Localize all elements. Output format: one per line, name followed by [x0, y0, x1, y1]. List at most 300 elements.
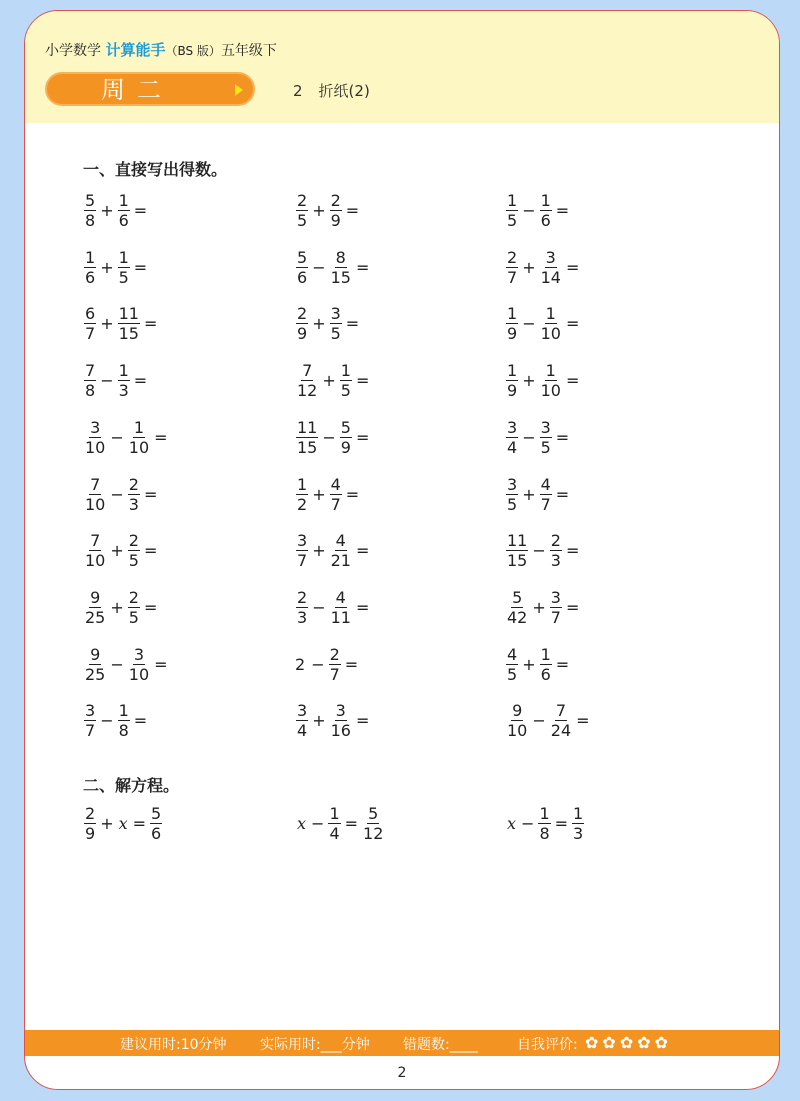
numerator: 4: [330, 474, 341, 494]
operator: −: [311, 654, 325, 674]
denominator: 3: [297, 607, 308, 627]
equals-sign: =: [154, 427, 168, 447]
fraction-b: [128, 475, 140, 514]
equals-sign: =: [355, 711, 370, 731]
arithmetic-problem: [295, 191, 362, 230]
denominator: 8: [539, 824, 550, 843]
equals-sign: =: [132, 814, 147, 833]
equals-sign: =: [565, 541, 580, 561]
numerator: 1: [573, 804, 584, 823]
fraction-a: [506, 588, 528, 627]
numerator: 2: [128, 531, 139, 551]
operator: −: [522, 201, 536, 220]
equals-sign: =: [344, 654, 359, 674]
fraction-b: [330, 248, 352, 287]
numerator: 3: [297, 701, 308, 721]
flower-star-icon[interactable]: ✿: [585, 1033, 599, 1052]
operator: +: [100, 314, 114, 334]
denominator: 9: [507, 381, 518, 401]
arithmetic-problem: [83, 248, 150, 287]
variable-x: x: [297, 814, 307, 833]
worksheet-page: [24, 10, 780, 1090]
flower-star-icon[interactable]: ✿: [637, 1033, 651, 1052]
fraction-a: [84, 248, 96, 287]
fraction-b: [550, 701, 572, 740]
numerator: 2: [297, 304, 308, 324]
variable-x: x: [507, 814, 517, 833]
lesson-title: 折纸(2): [318, 82, 370, 100]
fraction-b: [118, 248, 130, 287]
numerator: 2: [128, 474, 139, 494]
fraction-a: [506, 701, 528, 740]
numerator: 11: [507, 531, 528, 551]
numerator: 2: [550, 531, 561, 551]
equals-sign: =: [133, 711, 148, 731]
fraction-rhs: [150, 804, 162, 843]
operator: −: [322, 427, 336, 447]
flower-star-icon[interactable]: ✿: [654, 1033, 669, 1052]
numerator: 3: [550, 587, 561, 607]
denominator: 7: [329, 664, 340, 684]
denominator: 3: [128, 494, 139, 514]
equals-sign: =: [143, 484, 158, 504]
numerator: 7: [90, 474, 101, 494]
fraction: [84, 804, 96, 843]
denominator: 7: [85, 721, 96, 741]
arithmetic-problem: [83, 475, 160, 514]
denominator: 10: [85, 494, 106, 514]
numerator: 3: [507, 474, 518, 494]
numerator: 5: [368, 804, 379, 823]
denominator: 8: [85, 381, 96, 401]
denominator: 25: [85, 607, 106, 627]
fraction-a: [506, 418, 518, 457]
equals-sign: =: [345, 201, 360, 220]
fraction-b: [128, 645, 150, 684]
denominator: 6: [85, 267, 96, 287]
operator: +: [522, 654, 536, 674]
arithmetic-problem: [505, 191, 572, 230]
fraction-b: [330, 304, 342, 343]
numerator: 1: [507, 304, 518, 324]
fraction-b: [330, 191, 342, 230]
denominator: 10: [128, 664, 150, 684]
arithmetic-problem: [83, 701, 150, 740]
fraction-b: [540, 475, 552, 514]
operator: +: [312, 541, 326, 561]
equals-sign: =: [565, 371, 580, 391]
book-edition: （BS 版）: [165, 44, 221, 58]
numerator: 5: [297, 247, 308, 267]
numerator: 1: [539, 804, 550, 823]
equals-sign: =: [555, 654, 570, 674]
fraction-a: [296, 248, 308, 287]
equals-sign: =: [555, 201, 570, 220]
denominator: 21: [330, 551, 351, 571]
operator: +: [312, 314, 326, 334]
fraction-rhs: [362, 804, 384, 843]
equals-sign: =: [355, 541, 370, 561]
suggested-time: 建议用时:10分钟: [120, 1037, 227, 1053]
fraction-a: [84, 361, 96, 400]
numerator: 11: [118, 304, 139, 324]
numerator: 2: [329, 644, 340, 664]
denominator: 5: [297, 211, 308, 230]
operator: +: [522, 371, 536, 391]
denominator: 5: [118, 267, 129, 287]
footer-bar: [25, 1030, 779, 1056]
arithmetic-problem: [83, 361, 150, 400]
fraction-a: [296, 701, 308, 740]
denominator: 5: [128, 551, 139, 571]
denominator: 24: [550, 721, 572, 741]
fraction-a: [84, 304, 96, 343]
operator: +: [312, 484, 326, 504]
fraction-a: [506, 191, 518, 230]
arithmetic-problem: [83, 645, 171, 684]
equals-sign: =: [355, 257, 370, 277]
denominator: 9: [330, 211, 341, 230]
equals-sign: =: [355, 597, 370, 617]
fraction-b: [330, 588, 352, 627]
numerator: 4: [540, 474, 551, 494]
operator: +: [322, 371, 336, 391]
header-band: [25, 11, 779, 123]
numerator: 3: [335, 701, 346, 721]
operator: +: [532, 597, 546, 617]
equals-sign: =: [555, 427, 570, 447]
denominator: 2: [297, 494, 308, 514]
fraction-b: [330, 475, 342, 514]
rating-stars[interactable]: [585, 1034, 668, 1052]
denominator: 15: [507, 551, 528, 571]
fraction-b: [540, 191, 552, 230]
numerator: 1: [118, 191, 129, 210]
denominator: 5: [540, 437, 551, 457]
denominator: 4: [297, 721, 308, 741]
equals-sign: =: [565, 597, 580, 617]
denominator: 5: [128, 607, 139, 627]
equals-sign: =: [133, 371, 148, 391]
denominator: 3: [118, 381, 129, 401]
numerator: 1: [540, 191, 551, 210]
equation: [295, 804, 385, 843]
lesson-heading: [293, 80, 370, 101]
operator: −: [110, 427, 124, 447]
numerator: 1: [340, 361, 351, 381]
denominator: 11: [330, 607, 351, 627]
book-brand: 计算能手: [105, 41, 166, 59]
denominator: 7: [507, 267, 518, 287]
numerator: 2: [85, 804, 96, 823]
equation: [83, 804, 163, 843]
fraction-b: [550, 588, 562, 627]
denominator: 12: [363, 824, 384, 843]
denominator: 15: [118, 324, 139, 344]
numerator: 3: [330, 304, 341, 324]
arithmetic-problem: [505, 304, 582, 343]
book-grade: 五年级下: [220, 43, 277, 59]
fraction-a: [296, 531, 308, 570]
denominator: 5: [507, 494, 518, 514]
fraction-b: [540, 645, 552, 684]
section1-title: 一、直接写出得数。: [83, 160, 228, 179]
fraction-b: [329, 645, 341, 684]
numerator: 1: [118, 701, 129, 721]
operator: −: [110, 484, 124, 504]
equals-sign: =: [133, 257, 148, 277]
arithmetic-problem: [505, 418, 572, 457]
arithmetic-problem: [295, 645, 361, 684]
equals-sign: =: [143, 541, 158, 561]
denominator: 6: [151, 824, 162, 843]
operator: −: [100, 371, 114, 391]
numerator: 4: [335, 587, 346, 607]
equals-sign: =: [345, 314, 360, 334]
denominator: 10: [540, 381, 561, 401]
operator: −: [522, 314, 536, 334]
fraction-a: [506, 361, 518, 400]
operator: +: [312, 201, 326, 220]
fraction-b: [340, 361, 352, 400]
fraction-b: [330, 701, 352, 740]
arithmetic-problem: [295, 588, 372, 627]
fraction-a: [296, 191, 308, 230]
operator: −: [522, 427, 536, 447]
equals-sign: =: [555, 484, 570, 504]
denominator: 15: [297, 437, 318, 457]
operator: +: [110, 597, 124, 617]
arithmetic-problem: [83, 191, 150, 230]
fraction-a: [506, 304, 518, 343]
arithmetic-problem: [295, 701, 372, 740]
fraction-b: [118, 304, 140, 343]
operator: −: [110, 654, 124, 674]
arithmetic-problem: [295, 418, 372, 457]
fraction-b: [128, 588, 140, 627]
operator: −: [312, 257, 326, 277]
denominator: 6: [540, 211, 551, 230]
arithmetic-problem: [295, 531, 372, 570]
numerator: 1: [540, 644, 551, 664]
denominator: 7: [330, 494, 341, 514]
arithmetic-problem: [83, 304, 160, 343]
equals-sign: =: [565, 314, 580, 334]
numerator: 3: [507, 417, 518, 437]
numerator: 9: [90, 644, 101, 664]
fraction: [538, 804, 550, 843]
fraction-a: [296, 361, 318, 400]
numerator: 3: [90, 417, 101, 437]
denominator: 5: [340, 381, 351, 401]
arithmetic-problem: [83, 531, 160, 570]
denominator: 12: [297, 381, 318, 401]
denominator: 7: [85, 324, 96, 344]
fraction: [328, 804, 340, 843]
operator: −: [311, 814, 325, 833]
denominator: 8: [85, 211, 96, 230]
equals-sign: =: [344, 814, 359, 833]
denominator: 42: [507, 607, 528, 627]
section2-title: 二、解方程。: [83, 776, 180, 795]
fraction-a: [296, 304, 308, 343]
denominator: 6: [297, 267, 308, 287]
fraction-a: [506, 645, 518, 684]
numerator: 5: [340, 417, 351, 437]
operator: +: [522, 484, 536, 504]
numerator: 2: [297, 587, 308, 607]
numerator: 1: [329, 804, 340, 823]
numerator: 4: [335, 531, 346, 551]
fraction-b: [340, 418, 352, 457]
numerator: 1: [545, 361, 556, 381]
denominator: 15: [330, 267, 351, 287]
denominator: 3: [550, 551, 561, 571]
numerator: 1: [507, 361, 518, 381]
fraction-b: [118, 191, 130, 230]
lesson-number: 2: [293, 82, 303, 100]
arithmetic-problem: [505, 701, 593, 740]
fraction-a: [296, 475, 308, 514]
equals-sign: =: [355, 371, 370, 391]
fraction-b: [128, 531, 140, 570]
numerator: 5: [151, 804, 162, 823]
fraction-b: [540, 361, 562, 400]
fraction-b: [128, 418, 150, 457]
arithmetic-problem: [505, 475, 572, 514]
arithmetic-problem: [295, 361, 372, 400]
numerator: 2: [297, 191, 308, 210]
arithmetic-problem: [295, 304, 362, 343]
denominator: 25: [85, 664, 106, 684]
variable-x: x: [118, 814, 128, 833]
numerator: 1: [133, 417, 145, 437]
numerator: 9: [512, 701, 523, 721]
operator: −: [532, 711, 546, 731]
arithmetic-problem: [505, 645, 572, 684]
fraction-a: [84, 645, 106, 684]
flower-star-icon[interactable]: ✿: [602, 1033, 616, 1052]
denominator: 9: [507, 324, 518, 344]
denominator: 5: [507, 211, 518, 230]
operator: −: [100, 711, 114, 731]
numerator: 1: [118, 247, 129, 267]
numerator: 6: [85, 304, 96, 324]
book-prefix: 小学数学: [45, 43, 101, 59]
numerator: 2: [128, 587, 139, 607]
fraction-b: [118, 701, 130, 740]
whole-number: 2: [295, 654, 306, 674]
numerator: 3: [297, 531, 308, 551]
fraction-a: [296, 418, 318, 457]
numerator: 9: [90, 587, 101, 607]
equals-sign: =: [554, 814, 569, 833]
equals-sign: =: [345, 484, 360, 504]
fraction-a: [506, 248, 518, 287]
fraction-a: [84, 418, 106, 457]
day-label: 周二: [101, 76, 173, 104]
numerator: 1: [297, 474, 308, 494]
fraction-a: [84, 531, 106, 570]
numerator: 1: [118, 361, 129, 381]
denominator: 9: [85, 824, 96, 843]
numerator: 7: [555, 701, 567, 721]
arithmetic-problem: [295, 248, 372, 287]
equals-sign: =: [143, 314, 158, 334]
operator: +: [110, 541, 124, 561]
arithmetic-problem: [505, 361, 582, 400]
numerator: 3: [540, 417, 551, 437]
fraction-a: [84, 701, 96, 740]
fraction-b: [330, 531, 352, 570]
numerator: 3: [545, 247, 556, 267]
denominator: 14: [540, 267, 561, 287]
book-title: [45, 39, 277, 60]
fraction-a: [84, 588, 106, 627]
numerator: 11: [297, 417, 318, 437]
numerator: 2: [507, 247, 518, 267]
denominator: 5: [330, 324, 341, 344]
numerator: 1: [85, 247, 96, 267]
fraction-a: [506, 531, 528, 570]
equals-sign: =: [133, 201, 148, 220]
operator: +: [100, 257, 114, 277]
page-number: 2: [397, 1065, 407, 1081]
denominator: 9: [340, 437, 351, 457]
equals-sign: =: [565, 257, 580, 277]
denominator: 6: [540, 664, 551, 684]
denominator: 8: [118, 721, 129, 741]
numerator: 2: [330, 191, 341, 210]
fraction-a: [84, 191, 96, 230]
flower-star-icon[interactable]: ✿: [619, 1033, 634, 1052]
equals-sign: =: [576, 711, 590, 731]
numerator: 7: [90, 531, 101, 551]
operator: −: [312, 597, 326, 617]
denominator: 7: [540, 494, 551, 514]
equals-sign: =: [154, 654, 168, 674]
denominator: 10: [85, 551, 106, 571]
fraction-b: [540, 248, 562, 287]
denominator: 5: [507, 664, 518, 684]
operator: +: [312, 711, 326, 731]
denominator: 10: [85, 437, 106, 457]
numerator: 5: [85, 191, 96, 210]
self-evaluation-label: 自我评价:: [517, 1037, 578, 1053]
arithmetic-problem: [295, 475, 362, 514]
denominator: 7: [297, 551, 308, 571]
denominator: 9: [297, 324, 308, 344]
fraction-rhs: [572, 804, 584, 843]
numerator: 3: [133, 644, 145, 664]
fraction-a: [506, 475, 518, 514]
actual-time: 实际用时:___分钟: [260, 1037, 370, 1053]
fraction-b: [118, 361, 130, 400]
arithmetic-problem: [505, 248, 582, 287]
arithmetic-problem: [83, 588, 160, 627]
arithmetic-problem: [505, 531, 582, 570]
operator: −: [532, 541, 546, 561]
numerator: 7: [302, 361, 313, 381]
fraction-b: [550, 531, 562, 570]
numerator: 3: [85, 701, 96, 721]
triangle-arrow-icon: [235, 84, 243, 96]
numerator: 4: [507, 644, 518, 664]
denominator: 3: [573, 824, 584, 843]
numerator: 7: [85, 361, 96, 381]
denominator: 4: [507, 437, 518, 457]
numerator: 8: [335, 247, 346, 267]
